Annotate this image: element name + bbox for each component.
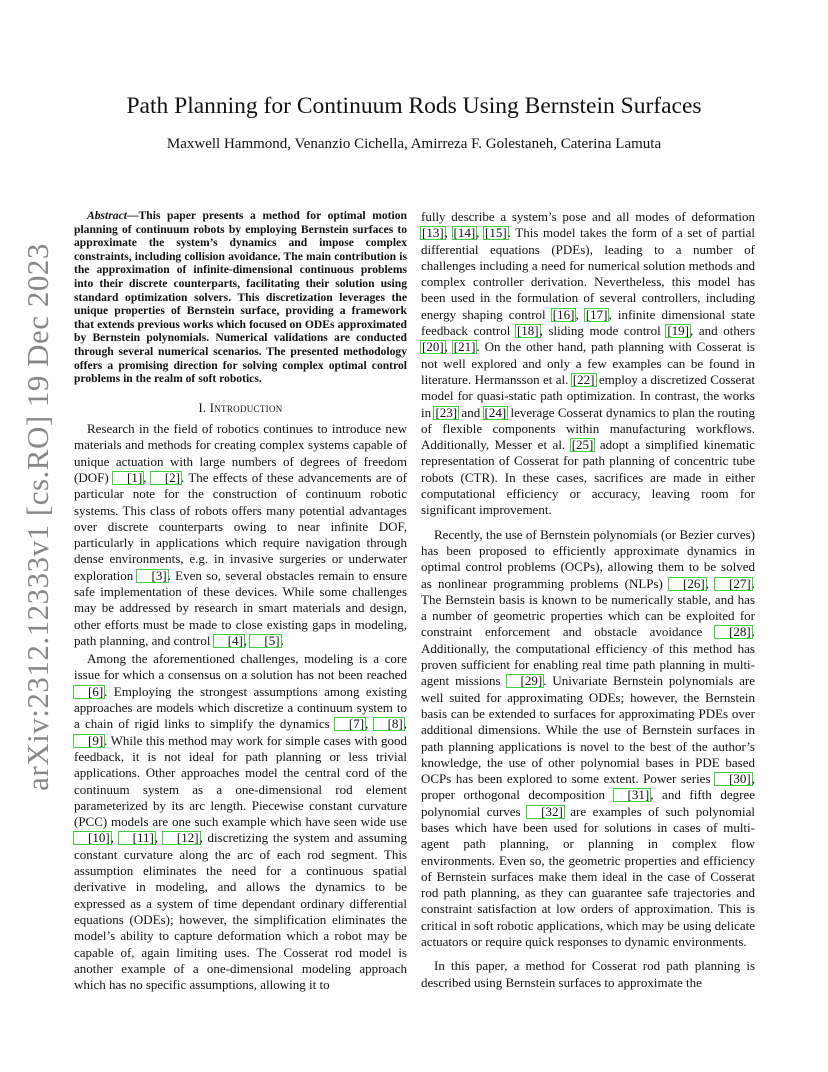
citation-link[interactable]: [30]	[714, 772, 753, 786]
paragraph: Research in the field of robotics continues to introduce new materials and methods for creating complex systems capable of unique actuation with large numbers of degrees of freedom (DOF) [1], [2]. The effects of these advancements are of particular note for the construction of continuum robotic systems. This class of robots offers many potential advantages over discrete counterparts owing to near infinite DOF, particularly in applications which require navigation through dense environments, e.g. in invasive surgeries or underwater exploration [3]. Even so, several obstacles remain to ensure safe implementation of these devices. While some challenges may be addressed by research in smart materials and design, other efforts must be made to close existing gaps in modeling, path planning, and control [4], [5].	[74, 421, 407, 648]
citation-link[interactable]: [12]	[162, 831, 201, 845]
abstract-label: Abstract	[87, 209, 127, 222]
paragraph: In this paper, a method for Cosserat rod path planning is described using Bernstein surfaces to approximate the	[421, 958, 755, 990]
citation-link[interactable]: [7]	[334, 717, 366, 731]
citation-link[interactable]: [28]	[714, 625, 753, 639]
paragraph: Among the aforementioned challenges, modeling is a core issue for which a consensus on a solution has not been reached [6]. Employing the strongest assumptions among existing approaches are models which discretize a continuum system to a chain of rigid links to simplify the dynamics [7], [8], [9]. While this method may work for simple cases with good feedback, it is not ideal for path planning or less trivial applications. Other approaches model the central cord of the continuum system as a one-dimensional rod element parameterized by its arc length. Piecewise constant curvature (PCC) models are one such example which have seen wide use [10], [11], [12], discretizing the system and assuming constant curvature along the arc of each rod segment. This assumption eliminates the need for a continuous spatial derivative in modeling, and allows the dynamics to be expressed as a system of time dependant ordinary differential equations (ODEs); however, the simplification eliminates the model’s ability to capture deformation which a robot may be capable of, again limiting uses. The Cosserat rod model is another example of a one-dimensional modeling approach which has no specific assumptions, allowing it to	[74, 651, 408, 993]
citation-link[interactable]: [6]	[73, 685, 105, 699]
right-column	[421, 209, 755, 991]
citation-link[interactable]: [5]	[249, 634, 281, 648]
citation-link[interactable]: [32]	[526, 805, 565, 819]
citation-link[interactable]: [4]	[213, 634, 245, 648]
citation-link[interactable]: [20]	[422, 339, 444, 355]
abstract	[74, 209, 407, 386]
citation-link[interactable]: [3]	[136, 569, 168, 583]
citation-link[interactable]: [1]	[112, 471, 144, 485]
citation-link[interactable]: [29]	[506, 674, 545, 688]
abstract-text: —This paper presents a method for optimal motion planning of continuum robots by employing Bernstein surfaces to approximate the system’s dynamics and impose complex constraints, including collision avoidance. The main contribution is the approximation of infinite-dimensional continuous problems into their discrete counterparts, facilitating their solution using standard optimization solvers. This discretization leverages the unique properties of Bernstein surface, providing a framework that extends previous works which focused on ODEs approximated by Bernstein polynomials. Numerical validations are conducted through several numerical scenarios. The presented methodology offers a promising direction for solving complex optimal control problems in the realm of soft robotics.	[74, 209, 407, 386]
citation-link[interactable]: [14]	[453, 225, 476, 241]
citation-link[interactable]: [17]	[585, 306, 608, 322]
paper-title: Path Planning for Continuum Rods Using Bernstein Surfaces	[126, 93, 702, 119]
citation-link[interactable]: [23]	[435, 404, 458, 420]
arxiv-id-text: arXiv:2312.12333v1 [cs.RO] 19 Dec 2023	[20, 243, 56, 791]
citation-link[interactable]: [13]	[422, 225, 444, 241]
citation-link[interactable]: [16]	[552, 306, 575, 322]
arxiv-identifier	[14, 243, 62, 791]
citation-link[interactable]: [9]	[73, 734, 105, 748]
citation-link[interactable]: [10]	[73, 831, 112, 845]
citation-link[interactable]: [21]	[453, 339, 476, 355]
section-number: I.	[198, 400, 207, 415]
citation-link[interactable]: [8]	[373, 717, 405, 731]
section-title: Introduction	[209, 400, 283, 415]
citation-link[interactable]: [22]	[572, 371, 595, 387]
citation-link[interactable]: [11]	[118, 831, 156, 845]
paragraph: Recently, the use of Bernstein polynomials (or Bezier curves) has been proposed to efficiently approximate dynamics in optimal control problems (OCPs), allowing them to be solved as nonlinear programming problems (NLPs) [26], [27]. The Bernstein basis is known to be numerically stable, and has a number of geometric properties which can be exploited for constraint enforcement and obstacle avoidance [28]. Additionally, the computational efficiency of this method has proven sufficient for enabling real time path planning in multi-agent missions [29]. Univariate Bernstein polynomials are well suited for approximating ODEs; however, the Bernstein basis can be extended to surfaces for approximating PDEs over additional dimensions. While the use of Bernstein surfaces in path planning applications is novel to the best of the author’s knowledge, the use of other polynomial bases in PDE based OCPs has been explored to some extent. Power series [30], proper orthogonal decomposition [31], and fifth degree polynomial curves [32] are examples of such polynomial bases which have been used for solutions in cases of multi-agent path planning, or planning in complex flow environments. Even so, the geometric properties and efficiency of Bernstein surfaces make them ideal in the case of Cosserat rod path planning, as they can guarantee safe trajectories and constraint satisfaction at low orders of approximation. This is critical in soft robotic applications, which may be using delicate actuators or require quick responses to dynamic environments.	[421, 526, 756, 950]
section-heading-introduction	[74, 400, 407, 416]
left-column	[74, 209, 407, 993]
citation-link[interactable]: [2]	[150, 471, 182, 485]
citation-link[interactable]: [18]	[516, 323, 539, 339]
citation-link[interactable]: [24]	[484, 404, 507, 420]
citation-link[interactable]: [25]	[571, 437, 594, 453]
citation-link[interactable]: [27]	[714, 577, 753, 591]
citation-link[interactable]: [19]	[667, 323, 690, 339]
author-list: Maxwell Hammond, Venanzio Cichella, Amirreza F. Golestaneh, Caterina Lamuta	[166, 136, 662, 152]
citation-link[interactable]: [26]	[668, 577, 707, 591]
citation-link[interactable]: [31]	[613, 788, 652, 802]
paragraph: fully describe a system’s pose and all modes of deformation [13], [14], [15]. This model takes the form of a set of partial differential equations (PDEs), leading to a number of challenges including a need for numerical solution methods and complex controller derivation. Nevertheless, this model has been used in the formulation of several controllers, including energy shaping control [16], [17], infinite dimensional state feedback control [18], sliding mode control [19], and others [20], [21]. On the other hand, path planning with Cosserat is not well explored and only a few examples can be found in literature. Hermansson et al. [22] employ a discretized Cosserat model for quasi-static path optimization. In contrast, the works in [23] and [24] leverage Cosserat dynamics to plan the routing of flexible components within manufacturing workflows. Additionally, Messer et al. [25] adopt a simplified kinematic representation of Cosserat for path planning of concentric tube robots (CTR). In these cases, sacrifices are made in either computational efficiency or accuracy, leaving room for significant improvement.	[421, 209, 756, 518]
citation-link[interactable]: [15]	[485, 225, 507, 241]
